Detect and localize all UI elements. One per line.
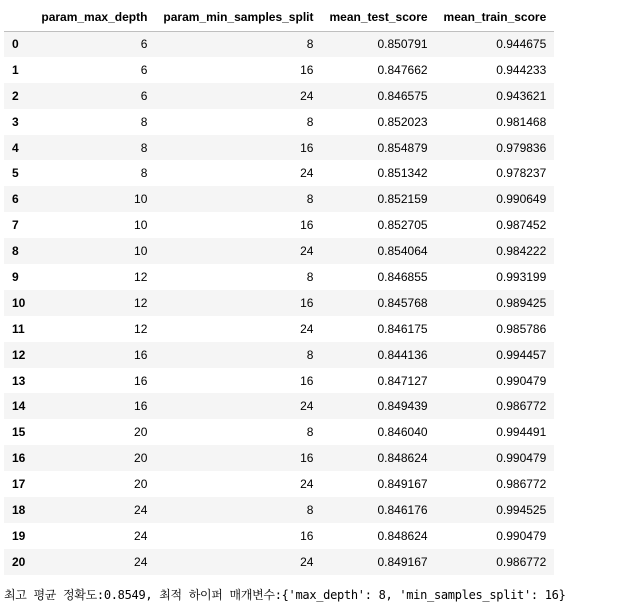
- table-header: [4, 4, 554, 31]
- cell-param-min-samples-split: 24: [300, 88, 314, 103]
- cell-param-max-depth: 10: [134, 244, 148, 259]
- cell-param-max-depth: 16: [134, 399, 148, 414]
- cell-param-min-samples-split: 24: [300, 244, 314, 259]
- cell-mean-train-score: 0.986772: [496, 477, 547, 492]
- column-header-param-max-depth: param_max_depth: [33, 4, 155, 31]
- cell-mean-train-score: 0.979836: [496, 140, 547, 155]
- cell-mean-train-score: 0.990649: [496, 192, 547, 207]
- table-row: [4, 212, 554, 238]
- row-index: 9: [12, 269, 19, 284]
- cell-mean-train-score: 0.986772: [496, 399, 547, 414]
- cell-mean-test-score: 0.846855: [377, 269, 428, 284]
- cell-param-max-depth: 16: [134, 347, 148, 362]
- table-row: [4, 523, 554, 549]
- cell-mean-train-score: 0.944233: [496, 62, 547, 77]
- table-row: [4, 316, 554, 342]
- dataframe-table: [4, 4, 554, 575]
- cell-mean-train-score: 0.978237: [496, 166, 547, 181]
- cell-mean-test-score: 0.845768: [377, 295, 428, 310]
- table-row: [4, 393, 554, 419]
- cell-param-min-samples-split: 24: [300, 399, 314, 414]
- cell-mean-train-score: 0.981468: [496, 114, 547, 129]
- cell-mean-test-score: 0.847662: [377, 62, 428, 77]
- result-output-text: 최고 평균 정확도:0.8549, 최적 하이퍼 매개변수:{'max_depth': 8, 'min_samples_split': 16}: [4, 588, 566, 602]
- table-row: [4, 135, 554, 161]
- cell-mean-test-score: 0.850791: [377, 37, 428, 52]
- cell-mean-test-score: 0.846176: [377, 502, 428, 517]
- row-index: 16: [12, 451, 26, 466]
- table-row: [4, 83, 554, 109]
- cell-mean-train-score: 0.994457: [496, 347, 547, 362]
- cell-param-max-depth: 6: [140, 88, 148, 103]
- cell-mean-test-score: 0.846040: [377, 425, 428, 440]
- index-header: [4, 4, 33, 31]
- cell-param-max-depth: 16: [134, 373, 148, 388]
- cell-param-max-depth: 8: [140, 166, 148, 181]
- cell-mean-test-score: 0.852159: [377, 192, 428, 207]
- cell-param-min-samples-split: 16: [300, 528, 314, 543]
- cell-param-max-depth: 10: [134, 192, 148, 207]
- cell-mean-train-score: 0.990479: [496, 373, 547, 388]
- cell-mean-test-score: 0.849167: [377, 477, 428, 492]
- table-row: [4, 445, 554, 471]
- cell-param-max-depth: 10: [134, 218, 148, 233]
- cell-mean-train-score: 0.993199: [496, 269, 547, 284]
- cell-param-min-samples-split: 8: [306, 269, 314, 284]
- cell-mean-train-score: 0.986772: [496, 554, 547, 569]
- row-index: 5: [12, 166, 19, 181]
- cell-mean-test-score: 0.846175: [377, 321, 428, 336]
- row-index: 3: [12, 114, 19, 129]
- cell-param-max-depth: 8: [140, 140, 148, 155]
- cell-mean-test-score: 0.848624: [377, 451, 428, 466]
- cell-mean-train-score: 0.985786: [496, 321, 547, 336]
- cell-param-min-samples-split: 16: [300, 373, 314, 388]
- cell-param-max-depth: 8: [140, 114, 148, 129]
- cell-mean-test-score: 0.854064: [377, 244, 428, 259]
- cell-param-max-depth: 6: [140, 62, 148, 77]
- cell-param-min-samples-split: 16: [300, 451, 314, 466]
- table-row: [4, 368, 554, 394]
- cell-param-min-samples-split: 8: [306, 114, 314, 129]
- cell-mean-test-score: 0.844136: [377, 347, 428, 362]
- cell-param-max-depth: 12: [134, 269, 148, 284]
- table-row: [4, 160, 554, 186]
- table-row: [4, 419, 554, 445]
- cell-mean-test-score: 0.849439: [377, 399, 428, 414]
- table-row: [4, 290, 554, 316]
- row-index: 4: [12, 140, 19, 155]
- cell-param-max-depth: 12: [134, 295, 148, 310]
- table-row: [4, 471, 554, 497]
- cell-mean-test-score: 0.849167: [377, 554, 428, 569]
- cell-mean-train-score: 0.944675: [496, 37, 547, 52]
- cell-param-min-samples-split: 24: [300, 321, 314, 336]
- cell-param-min-samples-split: 24: [300, 477, 314, 492]
- row-index: 18: [12, 502, 26, 517]
- row-index: 19: [12, 528, 26, 543]
- cell-param-max-depth: 12: [134, 321, 148, 336]
- cell-param-max-depth: 20: [134, 425, 148, 440]
- cell-param-min-samples-split: 16: [300, 295, 314, 310]
- row-index: 1: [12, 62, 19, 77]
- column-header-mean-train-score: mean_train_score: [436, 4, 555, 31]
- row-index: 2: [12, 88, 19, 103]
- cell-param-min-samples-split: 24: [300, 166, 314, 181]
- row-index: 20: [12, 554, 26, 569]
- column-header-mean-test-score: mean_test_score: [321, 4, 435, 31]
- cell-param-min-samples-split: 24: [300, 554, 314, 569]
- cell-mean-test-score: 0.852023: [377, 114, 428, 129]
- column-header-param-min-samples-split: param_min_samples_split: [155, 4, 321, 31]
- cell-mean-train-score: 0.990479: [496, 528, 547, 543]
- cell-param-min-samples-split: 8: [306, 425, 314, 440]
- cell-param-max-depth: 6: [140, 37, 148, 52]
- table-row: [4, 109, 554, 135]
- table-row: [4, 342, 554, 368]
- table-row: [4, 57, 554, 83]
- row-index: 15: [12, 425, 26, 440]
- row-index: 10: [12, 295, 26, 310]
- table-row: [4, 31, 554, 57]
- row-index: 7: [12, 218, 19, 233]
- cell-param-max-depth: 20: [134, 477, 148, 492]
- table-row: [4, 549, 554, 575]
- table-row: [4, 186, 554, 212]
- table-row: [4, 238, 554, 264]
- cell-mean-test-score: 0.847127: [377, 373, 428, 388]
- row-index: 12: [12, 347, 26, 362]
- header-row: [4, 4, 554, 31]
- cell-mean-test-score: 0.854879: [377, 140, 428, 155]
- cell-mean-train-score: 0.943621: [496, 88, 547, 103]
- cell-mean-test-score: 0.851342: [377, 166, 428, 181]
- cell-param-min-samples-split: 8: [306, 502, 314, 517]
- row-index: 11: [12, 321, 25, 336]
- table-row: [4, 497, 554, 523]
- row-index: 13: [12, 373, 26, 388]
- cell-param-max-depth: 24: [134, 528, 148, 543]
- row-index: 0: [12, 37, 19, 52]
- cell-param-min-samples-split: 8: [306, 37, 314, 52]
- cell-mean-train-score: 0.989425: [496, 295, 547, 310]
- cell-mean-test-score: 0.848624: [377, 528, 428, 543]
- cell-param-min-samples-split: 16: [300, 140, 314, 155]
- cell-mean-train-score: 0.984222: [496, 244, 547, 259]
- cell-param-min-samples-split: 16: [300, 218, 314, 233]
- cell-mean-train-score: 0.987452: [496, 218, 547, 233]
- cell-param-max-depth: 24: [134, 502, 148, 517]
- cell-param-max-depth: 24: [134, 554, 148, 569]
- cell-mean-train-score: 0.990479: [496, 451, 547, 466]
- cell-param-min-samples-split: 16: [300, 62, 314, 77]
- row-index: 14: [12, 399, 26, 414]
- cell-param-max-depth: 20: [134, 451, 148, 466]
- table-row: [4, 264, 554, 290]
- row-index: 8: [12, 244, 19, 259]
- cell-mean-test-score: 0.852705: [377, 218, 428, 233]
- cell-mean-train-score: 0.994525: [496, 502, 547, 517]
- cell-param-min-samples-split: 8: [306, 347, 314, 362]
- row-index: 17: [12, 477, 26, 492]
- row-index: 6: [12, 192, 19, 207]
- table-body: [4, 31, 554, 575]
- cell-param-min-samples-split: 8: [306, 192, 314, 207]
- cell-mean-test-score: 0.846575: [377, 88, 428, 103]
- cell-mean-train-score: 0.994491: [496, 425, 547, 440]
